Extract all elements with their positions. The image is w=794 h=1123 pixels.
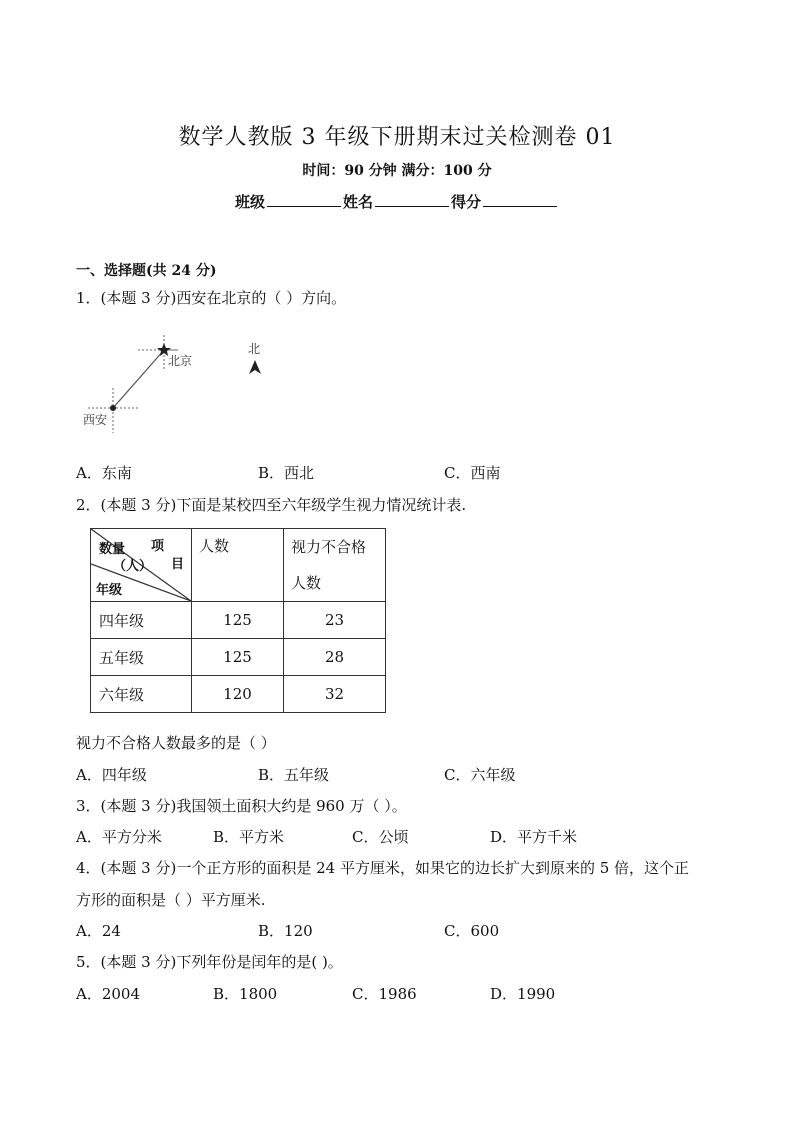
row-grade: 五年级 <box>91 639 192 676</box>
vision-statistics-table <box>90 528 386 713</box>
class-blank[interactable] <box>267 192 341 207</box>
xian-dot-icon <box>110 405 116 411</box>
question-2-question: 视力不合格人数最多的是（ ） <box>76 734 276 752</box>
q2-option-a[interactable]: A．四年级 <box>76 766 147 784</box>
corner-label-unit: （人） <box>113 559 153 574</box>
map-label-xian: 西安 <box>83 413 108 427</box>
col-header-count: 人数 <box>192 529 284 602</box>
q3-option-d[interactable]: D．平方千米 <box>490 828 578 846</box>
question-4-stem-line2: 方形的面积是（ ）平方厘米. <box>76 891 266 909</box>
q5-option-a[interactable]: A．2004 <box>76 985 141 1003</box>
q2-option-b[interactable]: B．五年级 <box>258 766 330 784</box>
q4-option-c[interactable]: C．600 <box>444 922 500 940</box>
corner-label-item: 项 <box>151 539 165 554</box>
table-corner-cell <box>91 529 192 602</box>
question-2-stem: 2．(本题 3 分)下面是某校四至六年级学生视力情况统计表. <box>76 496 467 514</box>
map-label-beijing: 北京 <box>168 354 193 368</box>
q5-option-b[interactable]: B．1800 <box>213 985 278 1003</box>
q1-option-b[interactable]: B．西北 <box>258 464 315 482</box>
score-label: 得分 <box>451 193 482 211</box>
row-fail: 32 <box>284 676 386 713</box>
question-4-stem-line1: 4．(本题 3 分)一个正方形的面积是 24 平方厘米，如果它的边长扩大到原来的 5 倍，这个正 <box>76 859 690 877</box>
row-count: 120 <box>192 676 284 713</box>
question-5-stem: 5．(本题 3 分)下列年份是闰年的是( )。 <box>76 953 343 971</box>
student-info-line <box>0 191 794 212</box>
corner-label-grade: 年级 <box>96 583 123 598</box>
class-label: 班级 <box>234 193 265 211</box>
q1-option-a[interactable]: A．东南 <box>76 464 132 482</box>
exam-time-score: 时间：90 分钟 满分：100 分 <box>302 163 492 179</box>
q3-option-a[interactable]: A．平方分米 <box>76 828 162 846</box>
table-row <box>91 602 386 639</box>
q5-option-c[interactable]: C．1986 <box>352 985 417 1003</box>
corner-label-quantity: 数量 <box>99 542 126 557</box>
col-header-fail-line1: 视力不合格 <box>291 538 367 556</box>
table-row <box>91 676 386 713</box>
name-label: 姓名 <box>342 193 373 211</box>
col-header-fail <box>284 529 386 602</box>
col-header-fail-line2: 人数 <box>291 574 322 592</box>
exam-title: 数学人教版 3 年级下册期末过关检测卷 01 <box>178 125 616 150</box>
q2-option-c[interactable]: C．六年级 <box>444 766 516 784</box>
q3-option-b[interactable]: B．平方米 <box>213 828 285 846</box>
q3-option-c[interactable]: C．公顷 <box>352 828 409 846</box>
row-count: 125 <box>192 602 284 639</box>
map-label-north: 北 <box>248 342 261 356</box>
q1-option-c[interactable]: C．西南 <box>444 464 501 482</box>
row-fail: 23 <box>284 602 386 639</box>
direction-map <box>78 330 278 440</box>
q4-option-b[interactable]: B．120 <box>258 922 313 940</box>
row-count: 125 <box>192 639 284 676</box>
question-3-stem: 3．(本题 3 分)我国领土面积大约是 960 万（ ）。 <box>76 797 407 815</box>
row-fail: 28 <box>284 639 386 676</box>
table-header-row <box>91 529 386 602</box>
q4-option-a[interactable]: A．24 <box>76 922 121 940</box>
table-row <box>91 639 386 676</box>
question-1-stem: 1．(本题 3 分)西安在北京的（ ）方向。 <box>76 289 347 307</box>
corner-label-mu: 目 <box>171 557 185 572</box>
score-blank[interactable] <box>483 192 557 207</box>
north-arrow-icon <box>249 360 261 374</box>
row-grade: 六年级 <box>91 676 192 713</box>
section-title: 一、选择题(共 24 分) <box>76 263 217 279</box>
name-blank[interactable] <box>375 192 449 207</box>
q5-option-d[interactable]: D．1990 <box>490 985 556 1003</box>
row-grade: 四年级 <box>91 602 192 639</box>
